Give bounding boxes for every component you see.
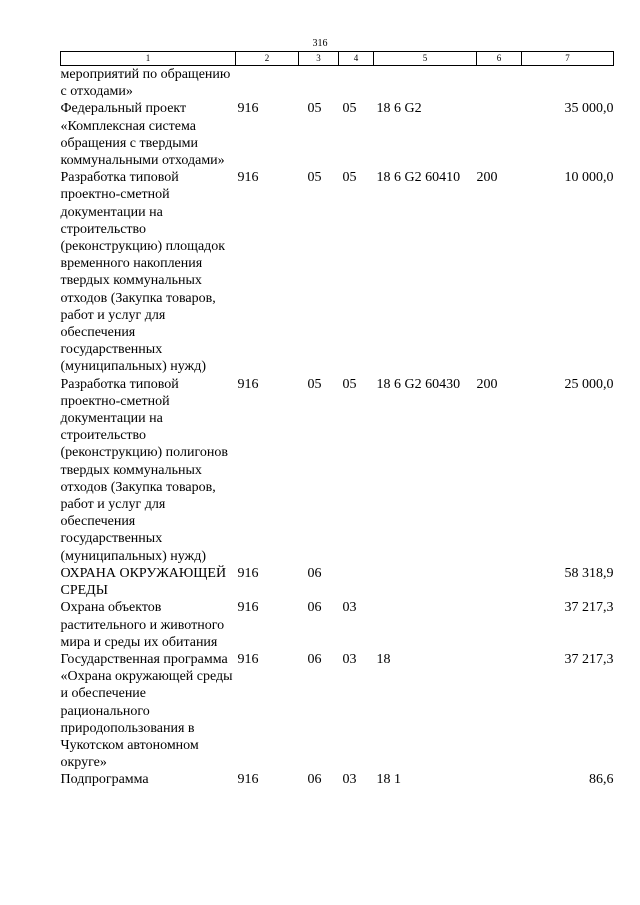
row-section-code: 06 xyxy=(307,565,322,581)
table-row xyxy=(61,66,614,101)
row-subsection-code: 03 xyxy=(342,772,357,788)
row-amount: 86,6 xyxy=(589,772,614,788)
row-subsection-code: 05 xyxy=(342,376,357,392)
row-expense-type xyxy=(477,599,522,651)
row-subsection-code: 05 xyxy=(342,170,357,186)
table-row xyxy=(61,169,614,375)
row-section-code: 06 xyxy=(307,772,322,788)
row-amount: 37 217,3 xyxy=(564,651,614,667)
row-subsection-code xyxy=(339,565,374,599)
row-name: мероприятий по обращению с отходами» xyxy=(60,67,231,100)
column-number-7: 7 xyxy=(522,52,614,66)
row-target-article: 18 6 G2 60430 xyxy=(376,376,461,392)
row-subsection-code: 05 xyxy=(342,101,357,117)
row-expense-type xyxy=(477,771,522,788)
row-target-article: 18 xyxy=(376,651,391,667)
table-row xyxy=(61,651,614,771)
row-ministry-code xyxy=(236,66,299,101)
row-section-code: 05 xyxy=(307,376,322,392)
row-name: Разработка типовой проектно-сметной документации на строительство (реконструкцию) полигонов твердых коммунальных отходов (Закупка товаров, работ и услуг для обеспечения государственных (муниципальных) нужд) xyxy=(60,376,228,564)
row-ministry-code: 916 xyxy=(237,600,259,616)
row-ministry-code: 916 xyxy=(237,772,259,788)
table-row xyxy=(61,565,614,599)
row-name: Охрана объектов растительного и животного мира и среды их обитания xyxy=(60,600,225,650)
row-expense-type xyxy=(477,651,522,771)
row-section-code: 05 xyxy=(307,170,322,186)
row-amount xyxy=(522,66,614,101)
column-number-2: 2 xyxy=(236,52,299,66)
row-name: Федеральный проект «Комплексная система обращения с твердыми коммунальными отходами» xyxy=(60,101,225,169)
row-amount: 10 000,0 xyxy=(564,170,614,186)
row-expense-type xyxy=(477,100,522,169)
column-number-5: 5 xyxy=(374,52,477,66)
row-ministry-code: 916 xyxy=(237,565,259,581)
row-name: Подпрограмма xyxy=(60,772,149,788)
column-number-header-row xyxy=(61,52,614,66)
row-expense-type xyxy=(477,565,522,599)
row-subsection-code: 03 xyxy=(342,651,357,667)
table-row xyxy=(61,376,614,565)
row-amount: 25 000,0 xyxy=(564,376,614,392)
table-row xyxy=(61,599,614,651)
row-name: ОХРАНА ОКРУЖАЮЩЕЙ СРЕДЫ xyxy=(60,565,227,599)
row-expense-type xyxy=(477,66,522,101)
row-target-article: 18 6 G2 xyxy=(376,101,422,117)
row-name: Разработка типовой проектно-сметной документации на строительство (реконструкцию) площадок временного накопления твердых коммунальных отходов (Закупка товаров, работ и услуг для обеспечения государственных (муниципальных) нужд) xyxy=(60,170,226,375)
row-target-article: 18 6 G2 60410 xyxy=(376,170,461,186)
table-row xyxy=(61,771,614,788)
row-section-code xyxy=(299,66,339,101)
column-number-6: 6 xyxy=(477,52,522,66)
row-target-article xyxy=(374,599,477,651)
row-target-article: 18 1 xyxy=(376,772,401,788)
budget-table xyxy=(60,51,614,789)
row-section-code: 05 xyxy=(307,101,322,117)
row-name: Государственная программа «Охрана окружающей среды и обеспечение рационального природопользования в Чукотском автономном округе» xyxy=(60,651,233,771)
column-number-3: 3 xyxy=(299,52,339,66)
row-expense-type: 200 xyxy=(476,170,498,186)
row-ministry-code: 916 xyxy=(237,170,259,186)
row-subsection-code xyxy=(339,66,374,101)
row-ministry-code: 916 xyxy=(237,651,259,667)
column-number-1: 1 xyxy=(61,52,236,66)
row-amount: 35 000,0 xyxy=(564,101,614,117)
row-ministry-code: 916 xyxy=(237,376,259,392)
row-subsection-code: 03 xyxy=(342,600,357,616)
row-expense-type: 200 xyxy=(476,376,498,392)
row-target-article xyxy=(374,66,477,101)
row-target-article xyxy=(374,565,477,599)
row-amount: 37 217,3 xyxy=(564,600,614,616)
table-row xyxy=(61,100,614,169)
row-section-code: 06 xyxy=(307,651,322,667)
page-number: 316 xyxy=(312,38,328,49)
row-amount: 58 318,9 xyxy=(564,565,614,581)
row-section-code: 06 xyxy=(307,600,322,616)
column-number-4: 4 xyxy=(339,52,374,66)
row-ministry-code: 916 xyxy=(237,101,259,117)
